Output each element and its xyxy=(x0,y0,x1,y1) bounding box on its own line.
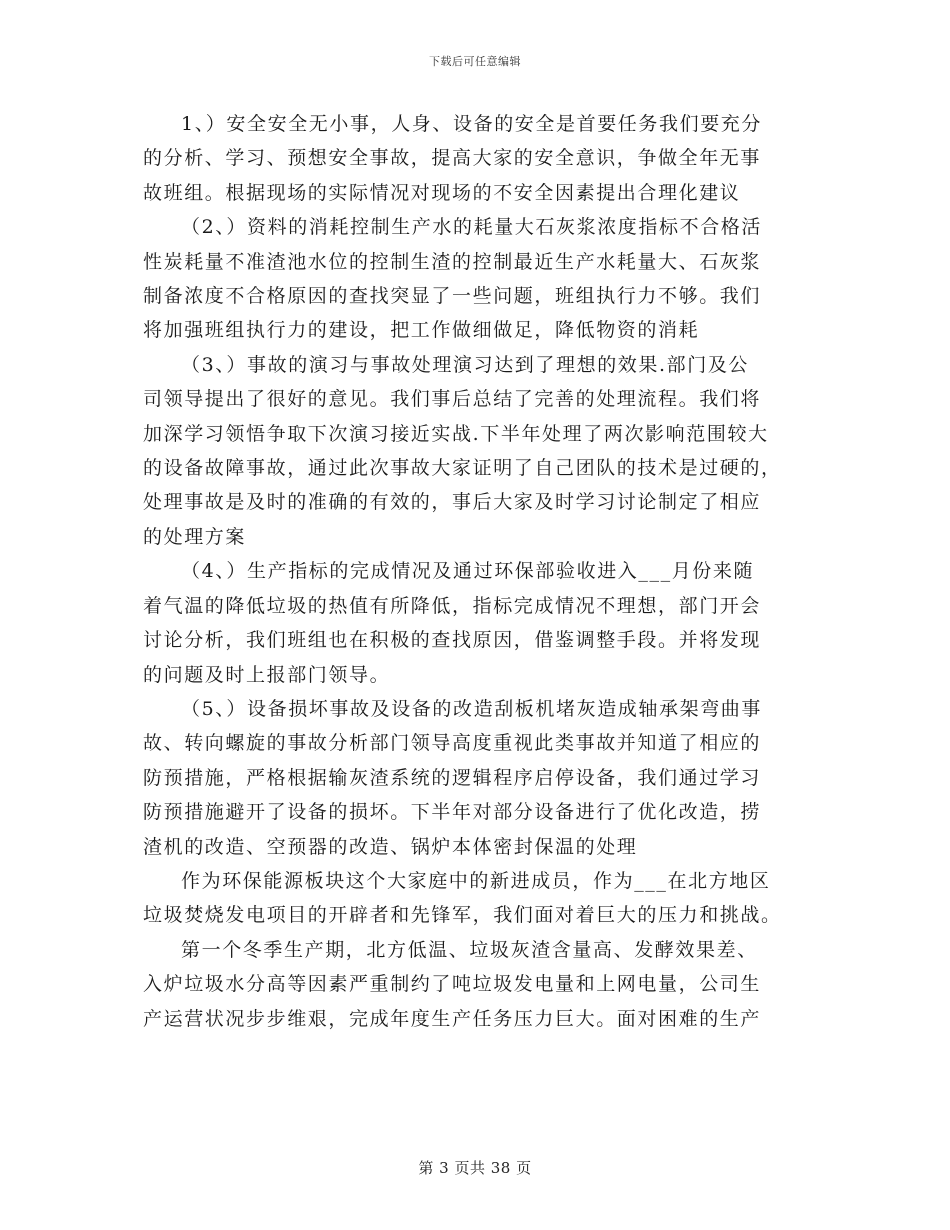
text-line: 处理事故是及时的准确的有效的，事后大家及时学习讨论制定了相应 xyxy=(143,491,762,514)
text-line: 加深学习领悟争取下次演习接近实战.下半年处理了两次影响范围较大 xyxy=(143,422,769,445)
text-line: 制备浓度不合格原因的查找突显了一些问题，班组执行力不够。我们 xyxy=(143,285,762,308)
text-line: （2、）资料的消耗控制生产水的耗量大石灰浆浓度指标不合格活 xyxy=(181,216,762,239)
text-line: 讨论分析，我们班组也在积极的查找原因，借鉴调整手段。并将发现 xyxy=(143,629,762,652)
text-line: 的处理方案 xyxy=(143,525,247,548)
text-line: 第一个冬季生产期，北方低温、垃圾灰渣含量高、发酵效果差、 xyxy=(181,938,758,961)
text-line: （4、）生产指标的完成情况及通过环保部验收进入___月份来随 xyxy=(181,560,755,583)
text-line: 故、转向螺旋的事故分析部门领导高度重视此类事故并知道了相应的 xyxy=(143,732,762,755)
text-line: （5、）设备损坏事故及设备的改造刮板机堵灰造成轴承架弯曲事 xyxy=(181,697,762,720)
paragraph xyxy=(143,554,807,692)
page-header: 下载后可任意编辑 xyxy=(429,55,521,68)
page-number: 第 3 页共 38 页 xyxy=(418,1159,532,1177)
text-line: 作为环保能源板块这个大家庭中的新进成员，作为___在北方地区 xyxy=(181,869,771,892)
paragraph xyxy=(143,210,807,348)
text-line: 性炭耗量不准渣池水位的控制生渣的控制最近生产水耗量大、石灰浆 xyxy=(143,250,762,273)
paragraph xyxy=(143,107,807,210)
text-line: 司领导提出了很好的意见。我们事后总结了完善的处理流程。我们将 xyxy=(143,388,762,411)
paragraph xyxy=(143,864,807,933)
text-line: 入炉垃圾水分高等因素严重制约了吨垃圾发电量和上网电量，公司生 xyxy=(143,973,762,996)
paragraph xyxy=(143,348,807,554)
text-line: 垃圾焚烧发电项目的开辟者和先锋军，我们面对着巨大的压力和挑战。 xyxy=(143,904,782,927)
text-line: 的问题及时上报部门领导。 xyxy=(143,663,391,686)
text-line: 防预措施，严格根据输灰渣系统的逻辑程序启停设备，我们通过学习 xyxy=(143,766,762,789)
paragraph xyxy=(143,933,807,1036)
text-line: 产运营状况步步维艰，完成年度生产任务压力巨大。面对困难的生产 xyxy=(143,1007,762,1030)
document-body xyxy=(143,107,807,1036)
text-line: 着气温的降低垃圾的热值有所降低，指标完成情况不理想，部门开会 xyxy=(143,594,762,617)
text-line: 的设备故障事故，通过此次事故大家证明了自己团队的技术是过硬的， xyxy=(143,457,782,480)
text-line: 防预措施避开了设备的损坏。下半年对部分设备进行了优化改造，捞 xyxy=(143,801,762,824)
paragraph xyxy=(143,692,807,864)
text-line: 的分析、学习、预想安全事故，提高大家的安全意识，争做全年无事 xyxy=(143,147,762,170)
text-line: （3、）事故的演习与事故处理演习达到了理想的效果.部门及公 xyxy=(181,353,750,376)
text-line: 1、）安全安全无小事，人身、设备的安全是首要任务我们要充分 xyxy=(181,113,762,135)
text-line: 将加强班组执行力的建设，把工作做细做足，降低物资的消耗 xyxy=(143,319,700,342)
text-line: 渣机的改造、空预器的改造、锅炉本体密封保温的处理 xyxy=(143,835,638,858)
text-line: 故班组。根据现场的实际情况对现场的不安全因素提出合理化建议 xyxy=(143,181,741,204)
